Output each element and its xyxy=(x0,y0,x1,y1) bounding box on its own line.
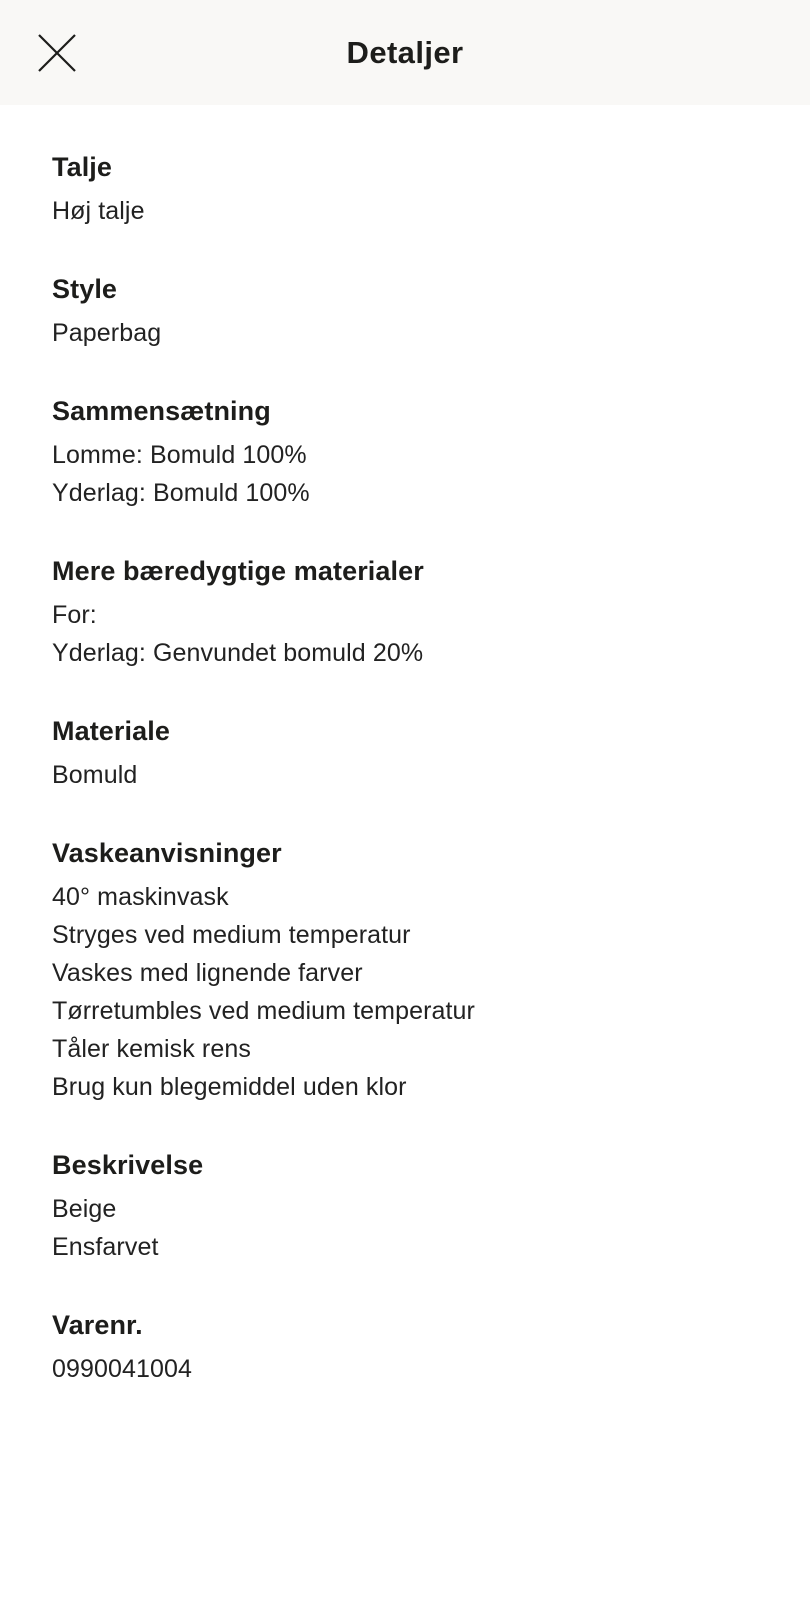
detail-section-line: Vaskes med lignende farver xyxy=(52,959,363,988)
detail-section-line: Tåler kemisk rens xyxy=(52,1035,251,1064)
close-icon[interactable] xyxy=(33,29,81,77)
detail-section-line: Beige xyxy=(52,1195,117,1224)
detail-section-title: Sammensætning xyxy=(52,396,271,427)
detail-section-line: Lomme: Bomuld 100% xyxy=(52,441,307,470)
detail-section-line: Stryges ved medium temperatur xyxy=(52,921,411,950)
detail-section-line: Tørretumbles ved medium temperatur xyxy=(52,997,475,1026)
detail-section xyxy=(52,1150,758,1266)
detail-section-line: Høj talje xyxy=(52,197,145,226)
detail-section-title: Varenr. xyxy=(52,1310,143,1341)
detail-section xyxy=(52,396,758,512)
detail-section xyxy=(52,556,758,672)
detail-section-title: Talje xyxy=(52,152,113,182)
detail-section-title: Vaskeanvisninger xyxy=(52,838,282,869)
detail-section-title: Style xyxy=(52,274,118,305)
detail-section-line: 0990041004 xyxy=(52,1355,193,1384)
close-icon-glyph xyxy=(37,33,77,73)
detail-section-line: 40° maskinvask xyxy=(52,883,229,912)
detail-section xyxy=(52,838,758,1106)
detail-section-line: Yderlag: Bomuld 100% xyxy=(52,479,310,508)
page-title: Detaljer xyxy=(346,35,464,70)
detail-section-line: Paperbag xyxy=(52,319,162,348)
detail-section-line: Brug kun blegemiddel uden klor xyxy=(52,1073,407,1102)
detail-section xyxy=(52,716,758,794)
detail-section xyxy=(52,105,758,230)
detail-section-title: Materiale xyxy=(52,716,170,747)
detail-section xyxy=(52,1310,758,1388)
detail-section-line: Yderlag: Genvundet bomuld 20% xyxy=(52,639,424,668)
detail-section xyxy=(52,274,758,352)
details-content xyxy=(0,105,810,1388)
detail-section-line: Bomuld xyxy=(52,761,138,790)
detail-section-title: Mere bæredygtige materialer xyxy=(52,556,424,587)
detail-section-line: For: xyxy=(52,601,97,630)
detail-section-title: Beskrivelse xyxy=(52,1150,204,1181)
detail-section-line: Ensfarvet xyxy=(52,1233,159,1262)
modal-header xyxy=(0,0,810,105)
